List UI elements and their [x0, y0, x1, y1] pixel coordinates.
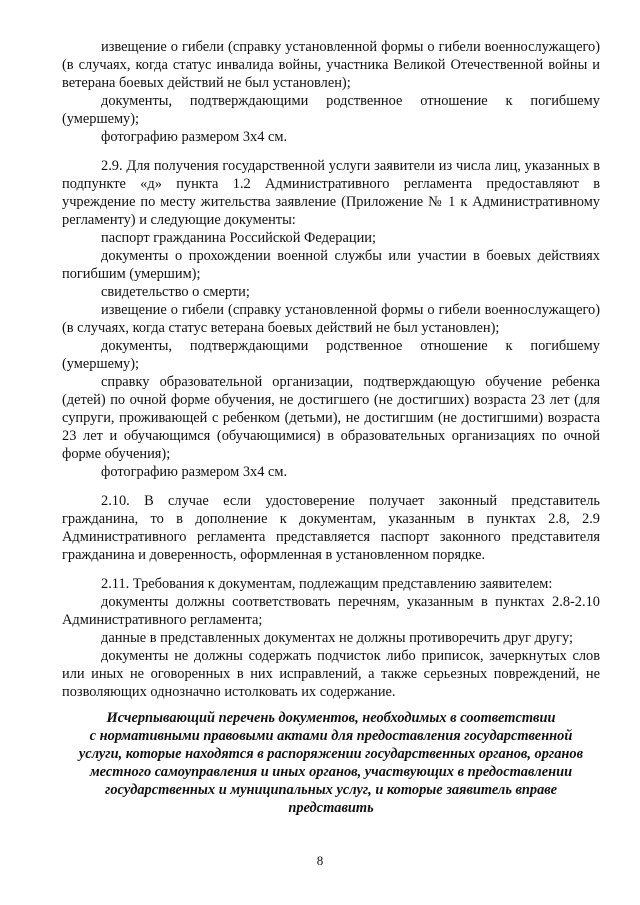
- heading-line: государственных и муниципальных услуг, и которые заявитель вправе: [105, 782, 557, 798]
- paragraph: 2.10. В случае если удостоверение получает законный представитель гражданина, то в дополнение к документам, указанным в пунктах 2.8, 2.9 Административного регламента представляется паспорт законного представителя гражданина и доверенность, оформленная в установленном порядке.: [62, 493, 600, 563]
- paragraph: свидетельство о смерти;: [101, 284, 250, 300]
- heading-line: представить: [288, 800, 374, 816]
- section-heading: [62, 709, 600, 817]
- heading-line: услуги, которые находятся в распоряжении государственных органов, органов: [78, 746, 584, 762]
- paragraph: 2.9. Для получения государственной услуги заявители из числа лиц, указанных в подпункте «д» пункта 1.2 Административного регламента предоставляют в учреждение по месту жительства заявление (Приложение № 1 к Административному регламенту) и следующие документы:: [62, 158, 600, 228]
- document-body: [62, 38, 600, 817]
- paragraph: паспорт гражданина Российской Федерации;: [101, 230, 376, 246]
- paragraph: 2.11. Требования к документам, подлежащим представлению заявителем:: [101, 576, 553, 592]
- paragraph-list: [62, 38, 600, 701]
- paragraph: документы о прохождении военной службы или участии в боевых действиях погибшим (умершим);: [62, 248, 600, 282]
- paragraph: документы, подтверждающими родственное отношение к погибшему (умершему);: [62, 93, 600, 127]
- heading-line: Исчерпывающий перечень документов, необходимых в соответствии: [106, 710, 556, 726]
- paragraph: документы не должны содержать подчисток либо приписок, зачеркнутых слов или иных не оговоренных в них исправлений, а также серьезных повреждений, не позволяющих однозначно истолковать их содержание.: [62, 648, 600, 700]
- paragraph: фотографию размером 3х4 см.: [101, 464, 288, 480]
- page-number: 8: [316, 853, 324, 868]
- paragraph: справку образовательной организации, подтверждающую обучение ребенка (детей) по очной форме обучения, не достигшего (не достигших) возраста 23 лет (для супруги, проживающей с ребенком (детьми), не достигшим (не достигшими) возраста 23 лет и обучающимся (обучающимися) в образовательных организациях по очной форме обучения);: [62, 374, 600, 462]
- paragraph: извещение о гибели (справку установленной формы о гибели военнослужащего) (в случаях, когда статус ветерана боевых действий не был установлен);: [62, 302, 600, 336]
- paragraph: извещение о гибели (справку установленной формы о гибели военнослужащего) (в случаях, когда статус инвалида войны, участника Великой Отечественной войны и ветерана боевых действий не был установлен);: [62, 39, 600, 91]
- paragraph: документы, подтверждающими родственное отношение к погибшему (умершему);: [62, 338, 600, 372]
- heading-line: с нормативными правовыми актами для предоставления государственной: [89, 728, 573, 744]
- heading-line: местного самоуправления и иных органов, участвующих в предоставлении: [89, 764, 573, 780]
- paragraph: фотографию размером 3х4 см.: [101, 129, 288, 145]
- paragraph: документы должны соответствовать перечням, указанным в пунктах 2.8-2.10 Административного регламента;: [62, 594, 600, 628]
- paragraph: данные в представленных документах не должны противоречить друг другу;: [101, 630, 573, 646]
